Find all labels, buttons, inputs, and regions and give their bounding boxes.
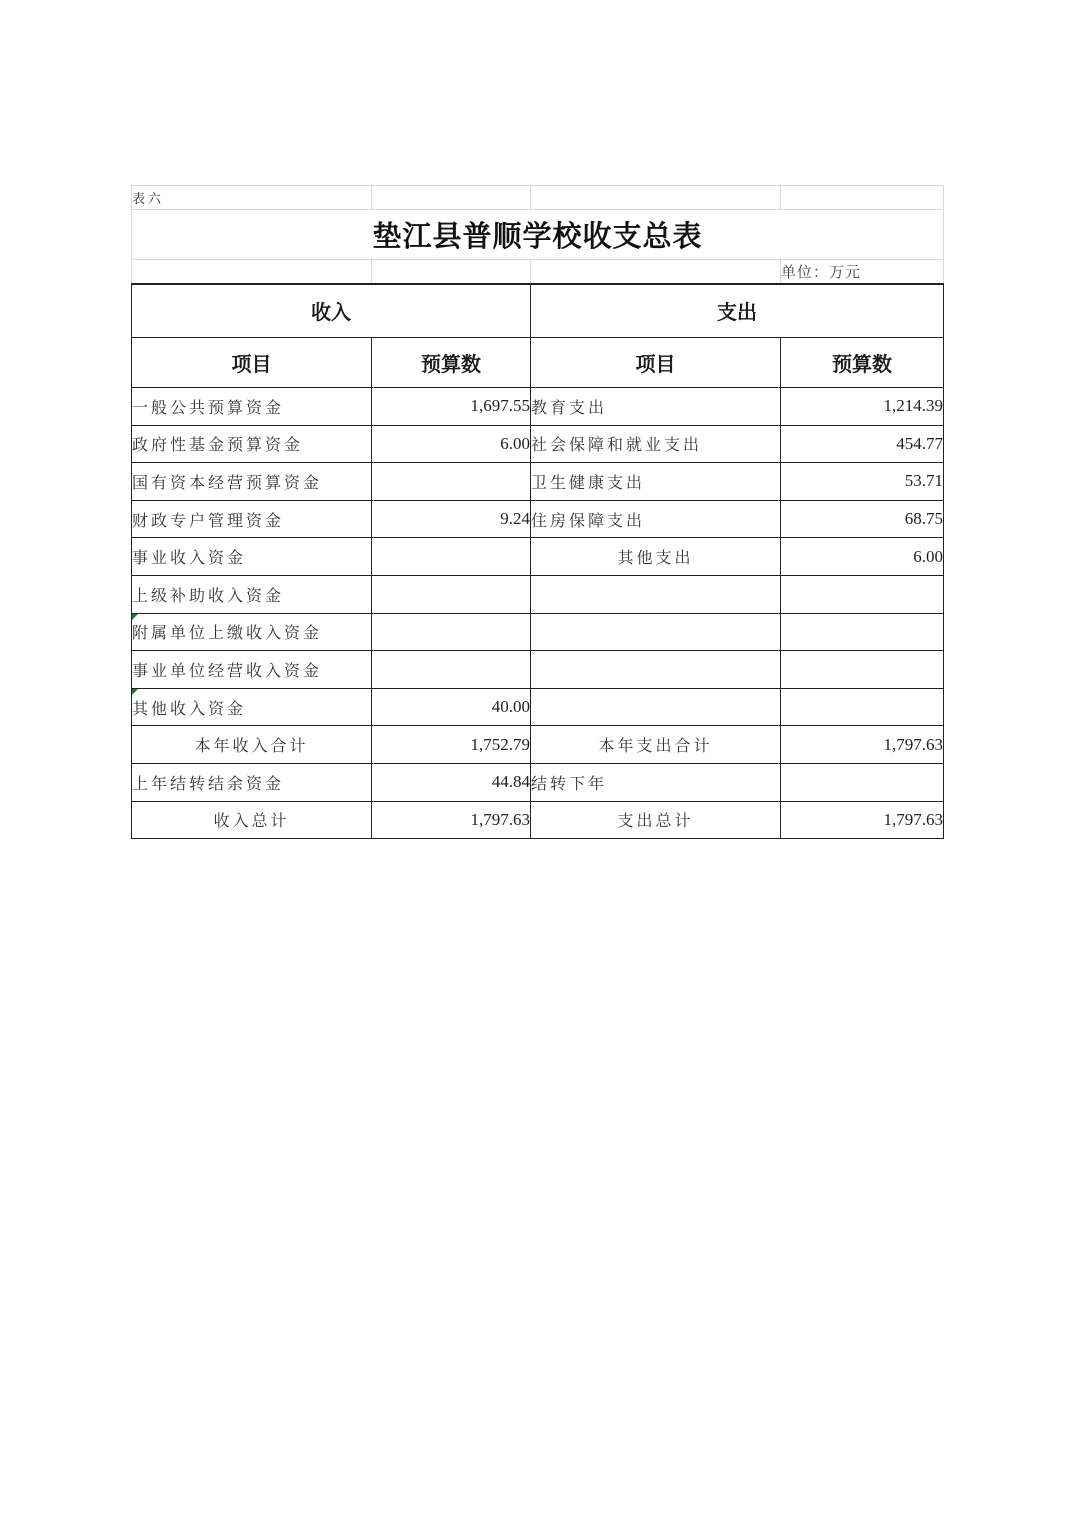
expense-label: 其他支出 — [531, 538, 781, 576]
income-section-header: 收入 — [132, 284, 531, 338]
income-value — [372, 575, 531, 613]
income-value — [372, 651, 531, 689]
table-row — [132, 425, 944, 463]
table-row — [132, 613, 944, 651]
expense-label: 住房保障支出 — [531, 500, 781, 538]
income-label: 国有资本经营预算资金 — [132, 463, 372, 501]
expense-value: 1,214.39 — [781, 388, 944, 426]
table-row — [132, 688, 944, 726]
income-value: 9.24 — [372, 500, 531, 538]
expense-value: 53.71 — [781, 463, 944, 501]
income-total-label: 收入总计 — [132, 801, 372, 839]
expense-value: 454.77 — [781, 425, 944, 463]
income-subtotal-label: 本年收入合计 — [132, 726, 372, 764]
expense-label — [531, 688, 781, 726]
income-subtotal-value: 1,752.79 — [372, 726, 531, 764]
expense-label: 社会保障和就业支出 — [531, 425, 781, 463]
income-label: 一般公共预算资金 — [132, 388, 372, 426]
expense-section-header: 支出 — [531, 284, 944, 338]
income-value — [372, 538, 531, 576]
expense-value — [781, 763, 944, 801]
expense-value — [781, 688, 944, 726]
expense-label — [531, 651, 781, 689]
table-row — [132, 538, 944, 576]
income-value: 40.00 — [372, 688, 531, 726]
table-row — [132, 651, 944, 689]
expense-label: 结转下年 — [531, 763, 781, 801]
unit-label: 单位：万元 — [781, 260, 944, 284]
budget-sheet — [131, 185, 943, 839]
income-value: 6.00 — [372, 425, 531, 463]
expense-value — [781, 613, 944, 651]
unit-row — [132, 260, 944, 284]
expense-value — [781, 575, 944, 613]
expense-value: 68.75 — [781, 500, 944, 538]
income-label: 其他收入资金 — [132, 688, 372, 726]
income-value: 44.84 — [372, 763, 531, 801]
grand-total-row — [132, 801, 944, 839]
table-row — [132, 463, 944, 501]
income-label: 上级补助收入资金 — [132, 575, 372, 613]
expense-total-label: 支出总计 — [531, 801, 781, 839]
page-title: 垫江县普顺学校收支总表 — [132, 210, 944, 260]
expense-subtotal-value: 1,797.63 — [781, 726, 944, 764]
expense-label: 教育支出 — [531, 388, 781, 426]
title-row — [132, 210, 944, 260]
expense-subtotal-label: 本年支出合计 — [531, 726, 781, 764]
income-label: 附属单位上缴收入资金 — [132, 613, 372, 651]
expense-total-value: 1,797.63 — [781, 801, 944, 839]
expense-budget-header: 预算数 — [781, 338, 944, 388]
table-row — [132, 500, 944, 538]
subtotal-row — [132, 726, 944, 764]
income-label: 事业单位经营收入资金 — [132, 651, 372, 689]
table-row — [132, 763, 944, 801]
income-label: 上年结转结余资金 — [132, 763, 372, 801]
income-item-header: 项目 — [132, 338, 372, 388]
expense-label: 卫生健康支出 — [531, 463, 781, 501]
income-budget-header: 预算数 — [372, 338, 531, 388]
income-value: 1,697.55 — [372, 388, 531, 426]
expense-label — [531, 575, 781, 613]
income-label: 财政专户管理资金 — [132, 500, 372, 538]
table-row — [132, 388, 944, 426]
column-header-row — [132, 338, 944, 388]
income-value — [372, 613, 531, 651]
income-total-value: 1,797.63 — [372, 801, 531, 839]
income-value — [372, 463, 531, 501]
expense-label — [531, 613, 781, 651]
table-tag-row — [132, 186, 944, 210]
income-label: 政府性基金预算资金 — [132, 425, 372, 463]
section-header-row — [132, 284, 944, 338]
table-row — [132, 575, 944, 613]
expense-item-header: 项目 — [531, 338, 781, 388]
expense-value: 6.00 — [781, 538, 944, 576]
expense-value — [781, 651, 944, 689]
table-tag: 表六 — [132, 186, 372, 210]
income-expense-table — [131, 185, 944, 839]
income-label: 事业收入资金 — [132, 538, 372, 576]
